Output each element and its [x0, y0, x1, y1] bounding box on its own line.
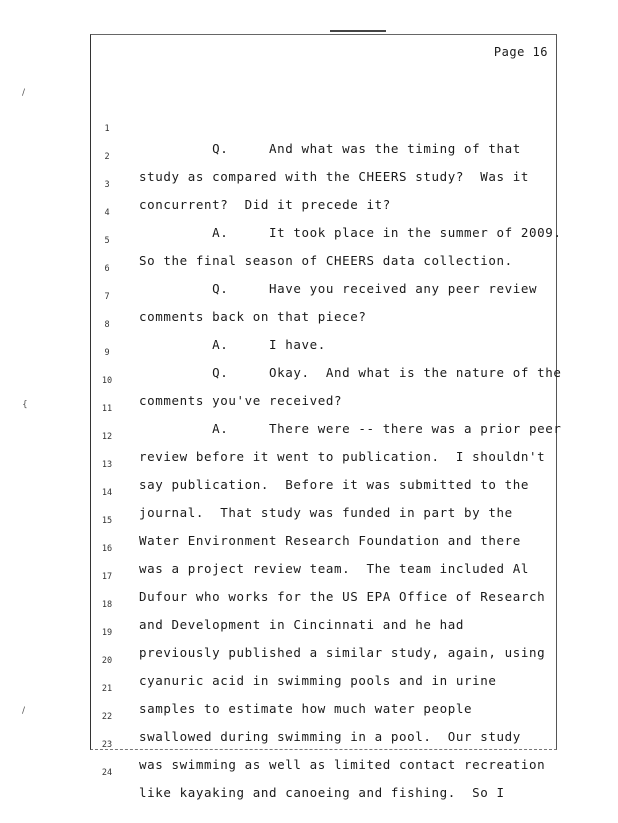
transcript-page: [90, 34, 562, 800]
line-text: Q. And what was the timing of that: [139, 141, 521, 156]
line-number: 2: [104, 152, 110, 162]
line-text: samples to estimate how much water people: [139, 701, 473, 716]
line-text: Q. Have you received any peer review: [139, 281, 538, 296]
line-text: and Development in Cincinnati and he had: [139, 617, 465, 632]
line-text: comments back on that piece?: [139, 309, 367, 324]
line-text: like kayaking and canoeing and fishing. So I: [139, 785, 505, 800]
line-text: A. I have.: [139, 337, 326, 352]
line-number: 11: [101, 404, 113, 414]
line-text: comments you've received?: [139, 393, 343, 408]
page-number: Page 16: [493, 45, 548, 59]
line-text: Q. Okay. And what is the nature of the: [139, 365, 562, 380]
line-text: journal. That study was funded in part by the: [139, 505, 513, 520]
line-number: 14: [101, 488, 113, 498]
line-number: 22: [101, 712, 113, 722]
line-number: 5: [104, 236, 110, 246]
line-number: 12: [101, 432, 113, 442]
line-text: Dufour who works for the US EPA Office of Research: [139, 589, 546, 604]
line-number: 1: [104, 124, 110, 134]
line-number: 20: [101, 656, 113, 666]
line-number: 9: [104, 348, 110, 358]
line-text: A. There were -- there was a prior peer: [139, 421, 562, 436]
line-number: 19: [101, 628, 113, 638]
line-text: concurrent? Did it precede it?: [139, 197, 391, 212]
line-number: 16: [101, 544, 113, 554]
line-number: 15: [101, 516, 113, 526]
line-number: 17: [101, 572, 113, 582]
scan-speck: /: [22, 706, 26, 716]
line-number: 4: [104, 208, 110, 218]
line-number: 8: [104, 320, 110, 330]
scan-artifact-top: [330, 30, 386, 32]
line-number: 6: [104, 264, 110, 274]
line-text: say publication. Before it was submitted to the: [139, 477, 530, 492]
line-number: 3: [104, 180, 110, 190]
line-text: cyanuric acid in swimming pools and in urine: [139, 673, 497, 688]
line-text: study as compared with the CHEERS study? Was it: [139, 169, 530, 184]
line-number: 21: [101, 684, 113, 694]
line-text: was a project review team. The team included Al: [139, 561, 530, 576]
line-number: 10: [101, 376, 113, 386]
line-text: was swimming as well as limited contact recreation: [139, 757, 546, 772]
transcript-line: [91, 99, 558, 156]
line-number: 23: [101, 740, 113, 750]
scan-speck: {: [22, 400, 28, 410]
line-number: 18: [101, 600, 113, 610]
line-text: A. It took place in the summer of 2009.: [139, 225, 562, 240]
line-text: previously published a similar study, again, using: [139, 645, 546, 660]
line-text: So the final season of CHEERS data collection.: [139, 253, 513, 268]
line-text: Water Environment Research Foundation and there: [139, 533, 521, 548]
scan-speck: /: [22, 88, 26, 98]
line-number: 13: [101, 460, 113, 470]
line-text: swallowed during swimming in a pool. Our study: [139, 729, 521, 744]
line-text: review before it went to publication. I shouldn't: [139, 449, 546, 464]
line-number: 7: [104, 292, 110, 302]
line-number: 24: [101, 768, 113, 778]
